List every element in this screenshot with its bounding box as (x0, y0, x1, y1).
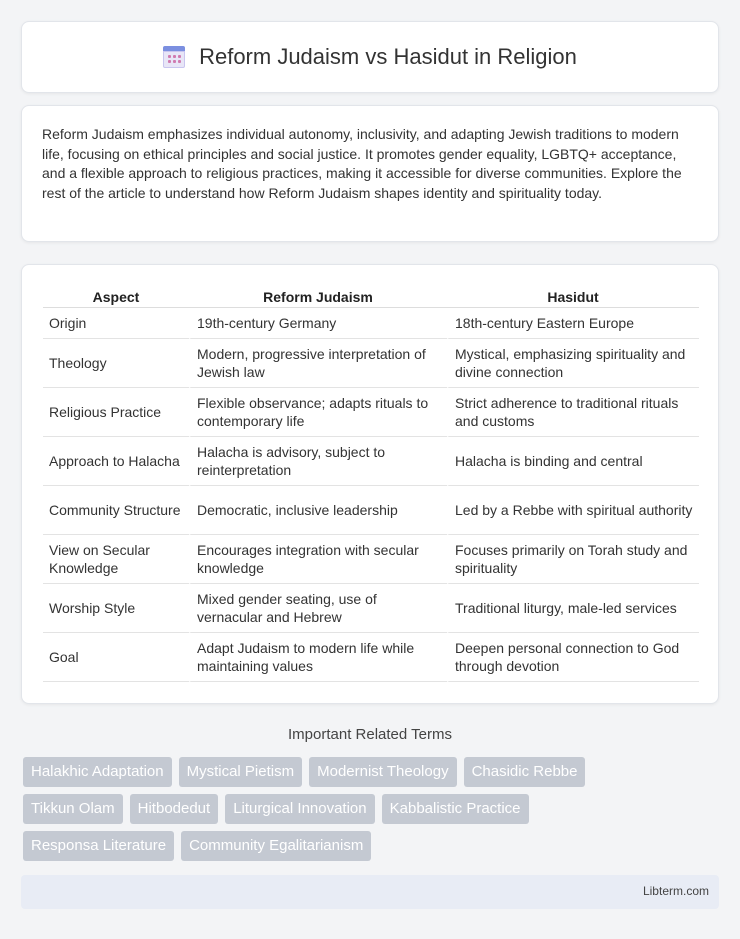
table-row (43, 584, 699, 633)
table-row (43, 486, 699, 535)
table-cell-aspect: Theology (43, 339, 189, 388)
table-cell-hasidut: Deepen personal connection to God through devotion (447, 633, 699, 682)
tag-chasidic-rebbe[interactable]: Chasidic Rebbe (464, 757, 586, 787)
footer (21, 875, 719, 909)
table-row (43, 339, 699, 388)
page-title: Reform Judaism vs Hasidut in Religion (199, 44, 577, 69)
intro-text: Reform Judaism emphasizes individual autonomy, inclusivity, and adapting Jewish traditions to modern life, focusing on ethical principles and social justice. It promotes gender equality, LGBTQ+ acceptance, and a flexible approach to religious practices, making it accessible for diverse communities. Explore the rest of the article to understand how Reform Judaism shapes identity and spirituality today. (42, 126, 682, 201)
table-cell-aspect: Origin (43, 308, 189, 339)
table-cell-hasidut: Focuses primarily on Torah study and spirituality (447, 535, 699, 584)
related-terms-heading: Important Related Terms (288, 726, 452, 743)
table-cell-reform: Adapt Judaism to modern life while maintaining values (189, 633, 447, 682)
table-cell-aspect: Religious Practice (43, 388, 189, 437)
footer-site-link[interactable]: Libterm.com (642, 884, 709, 898)
table-cell-hasidut: 18th-century Eastern Europe (447, 308, 699, 339)
comparison-table (43, 285, 699, 682)
table-cell-hasidut: Traditional liturgy, male-led services (447, 584, 699, 633)
column-header-aspect: Aspect (43, 285, 189, 308)
table-cell-aspect: View on Secular Knowledge (43, 535, 189, 584)
table-cell-reform: Mixed gender seating, use of vernacular and Hebrew (189, 584, 447, 633)
table-cell-reform: Democratic, inclusive leadership (189, 486, 447, 535)
table-row (43, 535, 699, 584)
table-cell-aspect: Community Structure (43, 486, 189, 535)
table-row (43, 308, 699, 339)
tag-responsa-literature[interactable]: Responsa Literature (23, 831, 174, 861)
tag-modernist-theology[interactable]: Modernist Theology (309, 757, 456, 787)
table-cell-reform: Halacha is advisory, subject to reinterpretation (189, 437, 447, 486)
comparison-card (21, 264, 719, 704)
table-cell-reform: Encourages integration with secular knowledge (189, 535, 447, 584)
column-header-hasidut: Hasidut (447, 285, 699, 308)
calendar-icon (163, 46, 185, 68)
table-cell-hasidut: Led by a Rebbe with spiritual authority (447, 486, 699, 535)
table-cell-hasidut: Strict adherence to traditional rituals and customs (447, 388, 699, 437)
related-terms-list (23, 757, 723, 868)
tag-halakhic-adaptation[interactable]: Halakhic Adaptation (23, 757, 172, 787)
column-header-reform: Reform Judaism (189, 285, 447, 308)
table-cell-hasidut: Halacha is binding and central (447, 437, 699, 486)
tag-community-egalitarianism[interactable]: Community Egalitarianism (181, 831, 371, 861)
table-cell-reform: Flexible observance; adapts rituals to contemporary life (189, 388, 447, 437)
table-row (43, 633, 699, 682)
tag-tikkun-olam[interactable]: Tikkun Olam (23, 794, 123, 824)
title-card (21, 21, 719, 93)
intro-card (21, 105, 719, 242)
table-cell-hasidut: Mystical, emphasizing spirituality and divine connection (447, 339, 699, 388)
table-cell-aspect: Approach to Halacha (43, 437, 189, 486)
table-header-row (43, 285, 699, 308)
table-row (43, 388, 699, 437)
tag-kabbalistic-practice[interactable]: Kabbalistic Practice (382, 794, 529, 824)
tag-hitbodedut[interactable]: Hitbodedut (130, 794, 219, 824)
tag-mystical-pietism[interactable]: Mystical Pietism (179, 757, 303, 787)
table-cell-aspect: Goal (43, 633, 189, 682)
table-cell-aspect: Worship Style (43, 584, 189, 633)
tag-liturgical-innovation[interactable]: Liturgical Innovation (225, 794, 374, 824)
table-cell-reform: 19th-century Germany (189, 308, 447, 339)
table-row (43, 437, 699, 486)
table-cell-reform: Modern, progressive interpretation of Jewish law (189, 339, 447, 388)
